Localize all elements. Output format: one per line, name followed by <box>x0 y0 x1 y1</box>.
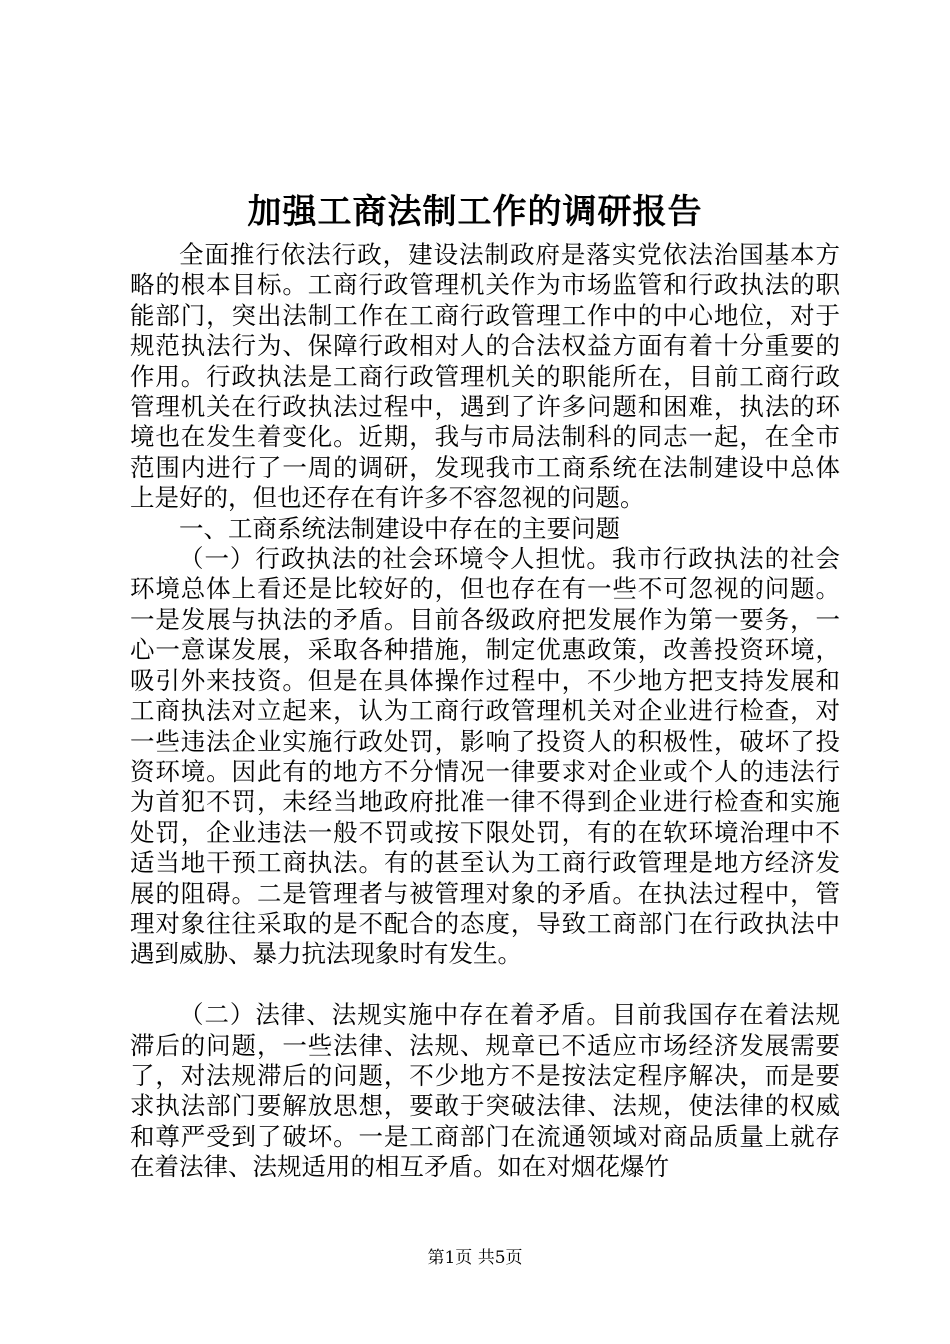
subsection-one-paragraph: （一）行政执法的社会环境令人担忧。我市行政执法的社会环境总体上看还是比较好的，但也存在有一些不可忽视的问题。一是发展与执法的矛盾。目前各级政府把发展作为第一要务，一心一意谋发展，采取各种措施，制定优惠政策，改善投资环境，吸引外来技资。但是在具体操作过程中，不少地方把支持发展和工商执法对立起来，认为工商行政管理机关对企业进行检查，对一些违法企业实施行政处罚，影响了投资人的积极性，破坏了投资环境。因此有的地方不分情况一律要求对企业或个人的违法行为首犯不罚，未经当地政府批准一律不得到企业进行检查和实施处罚，企业违法一般不罚或按下限处罚，有的在软环境治理中不适当地干预工商执法。有的甚至认为工商行政管理是地方经济发展的阻碍。二是管理者与被管理对象的矛盾。在执法过程中，管理对象往往采取的是不配合的态度，导致工商部门在行政执法中遇到威胁、暴力抗法现象时有发生。 <box>130 544 840 969</box>
document-title: 加强工商法制工作的调研报告 <box>247 192 703 232</box>
section-heading: 一、工商系统法制建设中存在的主要问题 <box>179 513 620 543</box>
intro-paragraph: 全面推行依法行政，建设法制政府是落实党依法治国基本方略的根本目标。工商行政管理机关作为市场监管和行政执法的职能部门，突出法制工作在工商行政管理工作中的中心地位，对于规范执法行为、保障行政相对人的合法权益方面有着十分重要的作用。行政执法是工商行政管理机关的职能所在，目前工商行政管理机关在行政执法过程中，遇到了许多问题和困难，执法的环境也在发生着变化。近期，我与市局法制科的同志一起，在全市范围内进行了一周的调研，发现我市工商系统在法制建设中总体上是好的，但也还存在有许多不容忽视的问题。 <box>130 240 840 513</box>
page-number-footer: 第1页 共5页 <box>427 1248 523 1268</box>
paragraph-spacer <box>130 970 840 1000</box>
subsection-two-paragraph: （二）法律、法规实施中存在着矛盾。目前我国存在着法规滞后的问题，一些法律、法规、规章已不适应市场经济发展需要了，对法规滞后的问题，不少地方不是按法定程序解决，而是要求执法部门要解放思想，要敢于突破法律、法规，使法律的权威和尊严受到了破坏。一是工商部门在流通领域对商品质量上就存在着法律、法规适用的相互矛盾。如在对烟花爆竹 <box>130 1000 840 1182</box>
document-body <box>130 240 840 1183</box>
